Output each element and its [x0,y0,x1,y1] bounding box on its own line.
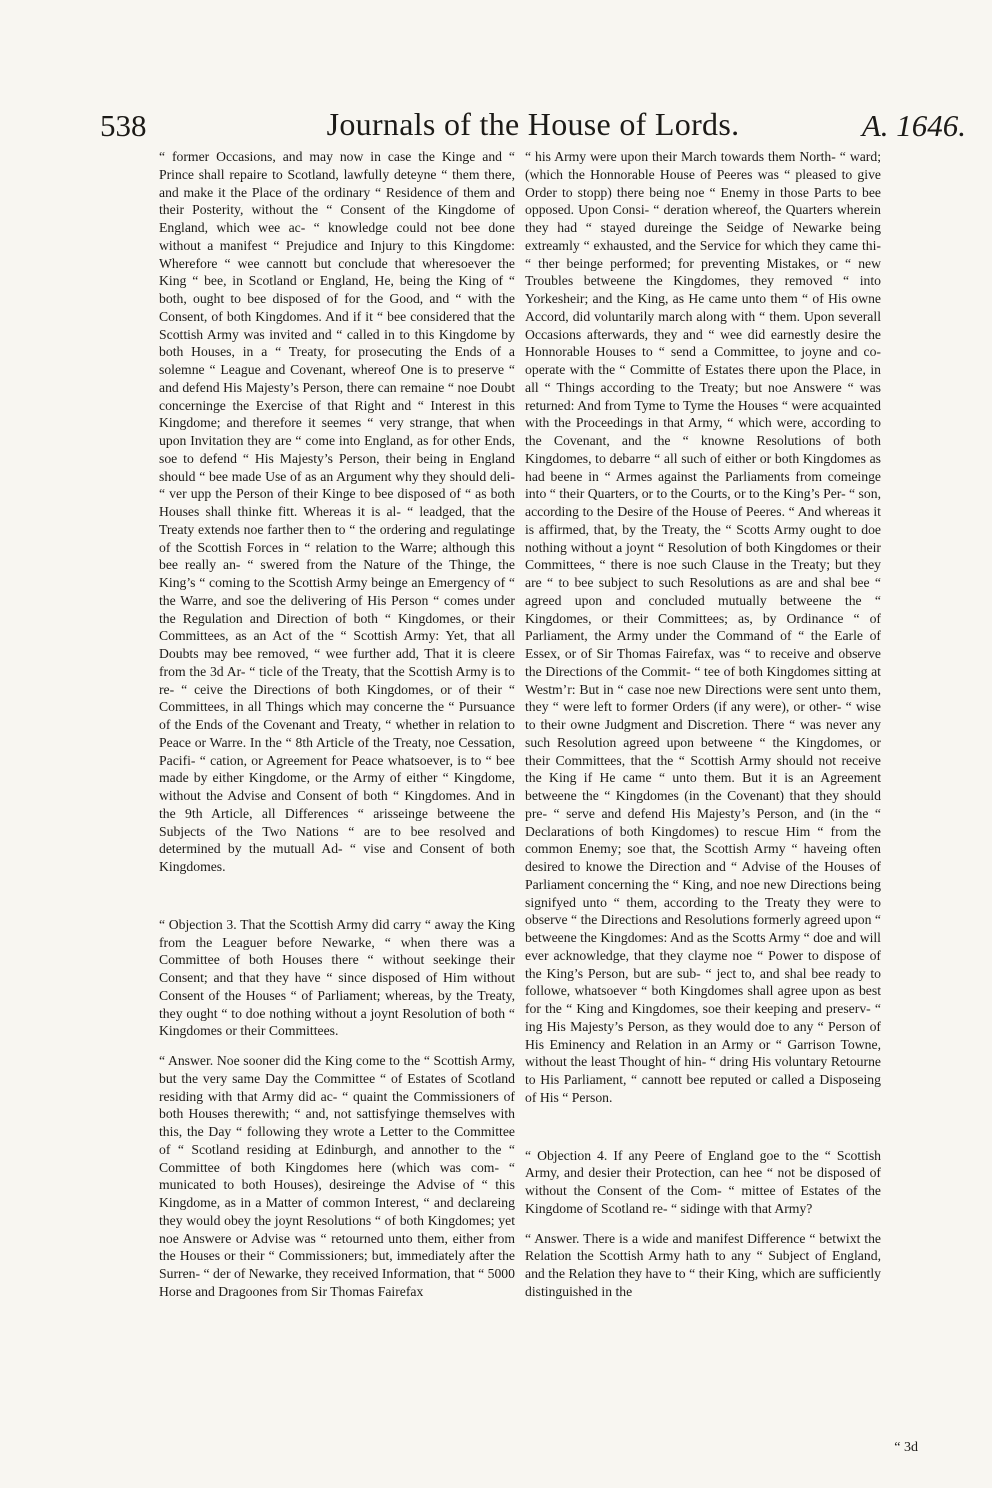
page-number: 538 [100,108,147,143]
paragraph: “ Answer. There is a wide and manifest Difference “ betwixt the Relation the Scottish Army hath to any “ Subject of England, and the Relation they have to “ their King, which are sufficiently distinguished in the [525,1230,881,1299]
year-marker: A. 1646. [861,108,966,143]
paragraph: “ former Occasions, and may now in case the Kinge and “ Prince shall repaire to Scotland, lawfully deteyne “ them there, and make it the Place of the ordinary “ Residence of them and their Posterity, without the “ Consent of the Kingdome of England, which wee ac- “ knowledge could not bee done without a manifest “ Prejudice and Injury to this Kingdome: Wherefore “ wee cannott but conclude that wheresoever the King “ bee, in Scotland or England, He, being the King of “ both, ought to bee disposed of for the Good, and “ with the Consent, of both Kingdomes. And if it “ bee considered that the Scottish Army was invited and “ called in to this Kingdome by both Houses, in a “ Treaty, for prosecuting the Ends of a solemne “ League and Covenant, whereof One is to preserve “ and defend His Majesty’s Person, there can remaine “ noe Doubt concerninge the Exercise of that Right and “ Interest in this Kingdome; and therefore it seemes “ very strange, that when upon Invitation they are “ come into England, as for other Ends, soe to defend “ His Majesty’s Person, their being in England should “ bee made Use of as an Argument why they should deli- “ ver upp the Person of their Kinge to bee disposed of “ as both Houses shall thinke fitt. Whereas it is al- “ leadged, that the Treaty extends noe farther then to “ the ordering and regulatinge of the Scottish Forces in “ relation to the Warre; although this bee really an- “ swered from the Nature of the Thinge, the King’s “ coming to the Scottish Army beinge an Emergency of “ the Warre, and soe the delivering of His Person “ comes under the Regulation and Direction of both “ Kingdomes, or their Committees, as an Act of the “ Scottish Army: Yet, that all Doubts may bee removed, “ wee further add, That it is cleere from the 3d Ar- “ ticle of the Treaty, that the Scottish Army is to re- “ ceive the Directions of both Kingdomes, or of their “ Committees, in all Things which may concerne the “ Pursuance of the Ends of the Covenant and Treaty, “ whether in relation to Peace or Warre. In the “ 8th Article of the Treaty, noe Cessation, Pacifi- “ cation, or Agreement for Peace whatsoever, is to “ bee made by either Kingdome, or the Army of either “ Kingdome, without the Advise and Consent of both “ Kingdomes. And in the 9th Article, all Differences “ arisseinge betweene the Subjects of the Two Nations “ are to bee resolved and determined by the mutuall Ad- “ vise and Consent of both Kingdomes. [159,149,515,874]
paragraph: “ Answer. Noe sooner did the King come to the “ Scottish Army, but the very same Day the Committee “ of Estates of Scotland residing with that Army did ac- “ quaint the Commissioners of both Houses therewith; “ and, not sattisfyinge themselves with this, the Day “ following they wrote a Letter to the Committee of “ Scotland residing at Edinburgh, and annother to the “ Committee of both Kingdomes here (which was com- “ municated to both Houses), desireinge the Advise of “ this Kingdome, as in a Matter of common Interest, “ and declareing they would obey the joynt Resolutions “ of both Kingdomes; yet noe Answere or Advise was “ retourned unto them, either from the Houses or their “ Commissioners; but, immediately after the Surren- “ der of Newarke, they received Information, that “ 5000 Horse and Dragoones from Sir Thomas Fairefax [159,1053,515,1299]
right-column [525,148,881,1301]
paragraph: “ Objection 3. That the Scottish Army did carry “ away the King from the Leaguer before Newarke, “ when there was a Committee of both Houses there “ without seekinge their Consent; and that they have “ since disposed of Him without Consent of the Houses “ of Parliament; whereas, by the Treaty, they ought “ to doe nothing without a joynt Resolution of both “ Kingdomes or their Committees. [159,916,515,1039]
page-header [100,102,966,152]
running-title: Journals of the House of Lords. [326,106,740,142]
paragraph: “ his Army were upon their March towards them North- “ ward; (which the Honnorable House of Peeres was “ pleased to give Order to stopp) there being noe “ Enemy in those Parts to bee opposed. Upon Consi- “ deration whereof, the Quarters wherein they had “ stayed dureinge the Seidge of Newarke being extreamly “ exhausted, and the Service for which they came thi- “ ther beinge performed; for preventing Mistakes, or “ new Troubles betweene the Kingdomes, they removed “ into Yorkesheir; and the King, as He came unto them “ of His owne Accord, did voluntarily march along with “ them. Upon severall Occasions afterwards, they and “ wee did earnestly desire the Honnorable Houses to “ send a Committee, to joyne and co-operate with the “ Committe of Estates there upon the Place, in all “ Things according to the Treaty; but noe Answere “ was returned: And from Tyme to Tyme the Houses “ were acquainted with the Proceedings in that Army, “ which were, according to the Covenant, and the “ knowne Resolutions of both Kingdomes, to debarre “ all such of either or both Kingdomes as had beene in “ Armes against the Parliaments from comeinge into “ their Quarters, or to the Courts, or to the King’s Per- “ son, according to the Desire of the House of Peeres. “ And whereas it is affirmed, that, by the Treaty, the “ Scotts Army ought to doe nothing without a joynt “ Resolution of both Kingdomes or their Committees, “ there is noe such Clause in the Treaty; but they are “ to bee subject to such Resolutions as are and shal bee “ agreed upon and concluded mutually betweene the “ Kingdomes, or their Committees; as, by Ordinance “ of Parliament, the Army under the Command of “ the Earle of Essex, or of Sir Thomas Fairefax, was “ to receive and observe the Directions of the Commit- “ tee of both Kingdomes sitting at Westm’r: But in “ case noe new Directions were sent unto them, they “ were left to former Orders (if any were), or other- “ wise to their owne Judgment and Discretion. There “ was never any such Resolution agreed upon betweene “ the Kingdomes, or their Committees, that the “ Scottish Army should not receive the King if He came “ unto them. But it is an Agreement betweene the “ Kingdomes (in the Covenant) that they should pre- “ serve and defend His Majesty’s Person, and (in the “ Declarations of both Kingdomes) to rescue Him “ from the common Enemy; soe that, the Scottish Army “ haveing often desired to knowe the Direction and “ Advise of the Houses of Parliament concerning the “ King, and noe new Directions being signifyed unto “ them, according to the Treaty they were to observe “ the Directions and Resolutions formerly agreed upon “ betweene the Kingdomes: And as the Scotts Army “ doe and will ever acknowledge, that they clayme noe “ Power to dispose of the King’s Person, but are sub- “ ject to, and shal bee ready to followe, whatsoever “ both Kingdomes shall agree upon as best for the “ King and Kingdomes, soe their keeping and preserv- “ ing His Majesty’s Person, as they would doe to any “ Person of His Eminency and Relation in an Army or “ Garrison Towne, without the least Thought of hin- “ dring His voluntary Retourne to His Parliament, “ cannott bee reputed or called a Disposeing of His “ Person. [525,149,881,1105]
paragraph: “ Objection 4. If any Peere of England goe to the “ Scottish Army, and desier their Protection, can hee “ not be disposed of without the Consent of the Com- “ mittee of Estates of the Kingdome of Scotland re- “ sidinge with that Army? [525,1147,881,1216]
left-column [159,148,515,1301]
catchword: “ 3d [894,1440,918,1455]
